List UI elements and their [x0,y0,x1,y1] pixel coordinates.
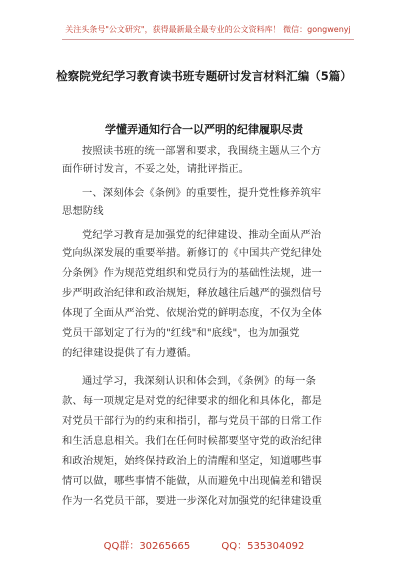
paragraph-line: 按照读书班的统一部署和要求，我围绕主题从三个方 [82,145,322,157]
heading-line: 一、深刻体会《条例》的重要性，提升党性修养筑牢 [82,187,322,199]
header-banner: 关注头条号"公文研究"，获得最新最全最专业的公文资料库！ 微信：gongwenyj [62,24,354,40]
paragraph-line: 作为一名党员干部，要进一步深化对加强党的纪律建设重 [62,495,322,507]
document-title: 检察院党纪学习教育读书班专题研讨发言材料汇编（5篇） [56,69,352,83]
heading-line: 思想防线 [62,205,104,217]
paragraph-line: 通过学习，我深刻认识和体会到，《条例》的每一条 [82,375,316,387]
paragraph-line: 款、每一项规定是对党的纪律要求的细化和具体化，都是 [62,395,322,407]
paragraph-line: 党纪学习教育是加强党的纪律建设、推动全面从严治 [82,229,322,241]
footer-qq: QQ：535304092 [221,541,305,552]
footer [0,537,408,552]
paragraph-line: 的纪律建设提供了有力遵循。 [62,347,198,359]
footer-qq-group: QQ群：30265665 [103,541,191,552]
paragraph-line: 步严明政治纪律和政治规矩，释放越往后越严的强烈信号 [62,287,322,299]
paragraph-line: 党员干部划定了行为的"红线"和"底线"，也为加强党 [62,327,300,339]
paragraph-line: 体现了全面从严治党、依规治党的鲜明态度，不仅为全体 [62,307,322,319]
paragraph-line: 和政治规矩，始终保持政治上的清醒和坚定，知道哪些事 [62,455,322,467]
section-title: 学懂弄通知行合一以严明的纪律履职尽责 [105,123,303,136]
paragraph-line: 对党员干部行为的约束和指引，都与党员干部的日常工作 [62,415,322,427]
paragraph-line: 党向纵深发展的重要举措。新修订的《中国共产党纪律处 [62,247,322,259]
paragraph-line: 情可以做，哪些事情不能做，从而避免中出现偏差和错误 [62,475,322,487]
paragraph-line: 分条例》作为规范党组织和党员行为的基础性法规，进一 [62,267,322,279]
paragraph-line: 和生活息息相关。我们在任何时候都要坚守党的政治纪律 [62,435,322,447]
paragraph-line: 面作研讨发言，不妥之处，请批评指正。 [62,163,250,175]
